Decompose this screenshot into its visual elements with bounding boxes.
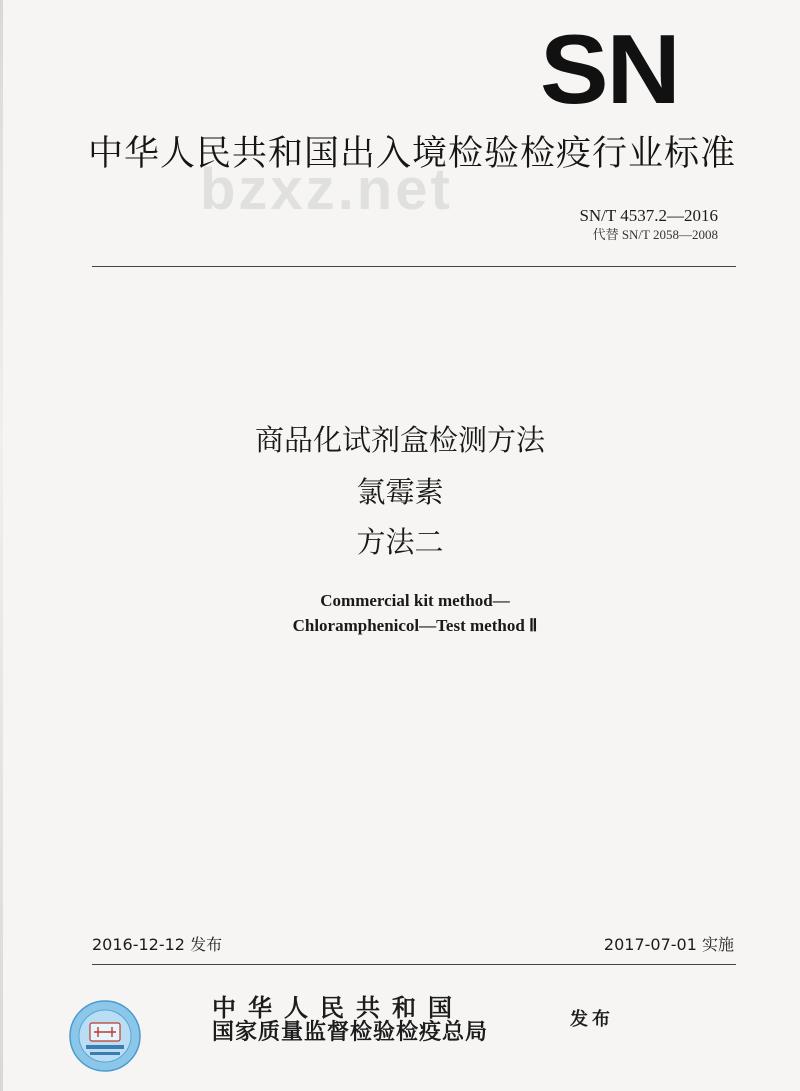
footer-rule xyxy=(92,964,736,965)
title-cn-line-1: 商品化试剂盒检测方法 xyxy=(254,423,545,457)
category-title: 中华人民共和国出入境检验检疫行业标准 xyxy=(88,134,737,174)
title-cn-line-2: 氯霉素 xyxy=(356,475,444,509)
publish-label: 发布 xyxy=(570,1009,614,1030)
anti-counterfeit-seal-icon xyxy=(68,999,142,1073)
issuer-line-1: 中华人民共和国 xyxy=(212,993,464,1022)
issue-date: 2016-12-12 发布 xyxy=(92,935,223,954)
title-en-line-2: Chloramphenicol—Test method Ⅱ xyxy=(292,616,538,635)
header-rule xyxy=(92,266,736,267)
title-en-line-1: Commercial kit method— xyxy=(320,591,510,610)
standard-number: SN/T 4537.2—2016 xyxy=(579,206,718,225)
title-cn-line-3: 方法二 xyxy=(356,525,444,559)
watermark: bzxz.net xyxy=(200,157,453,222)
sn-logo: SN xyxy=(540,14,679,124)
issuer-line-2: 国家质量监督检验检疫总局 xyxy=(212,1019,489,1045)
implement-date: 2017-07-01 实施 xyxy=(603,935,734,954)
replaces-note: 代替 SN/T 2058—2008 xyxy=(592,227,718,242)
